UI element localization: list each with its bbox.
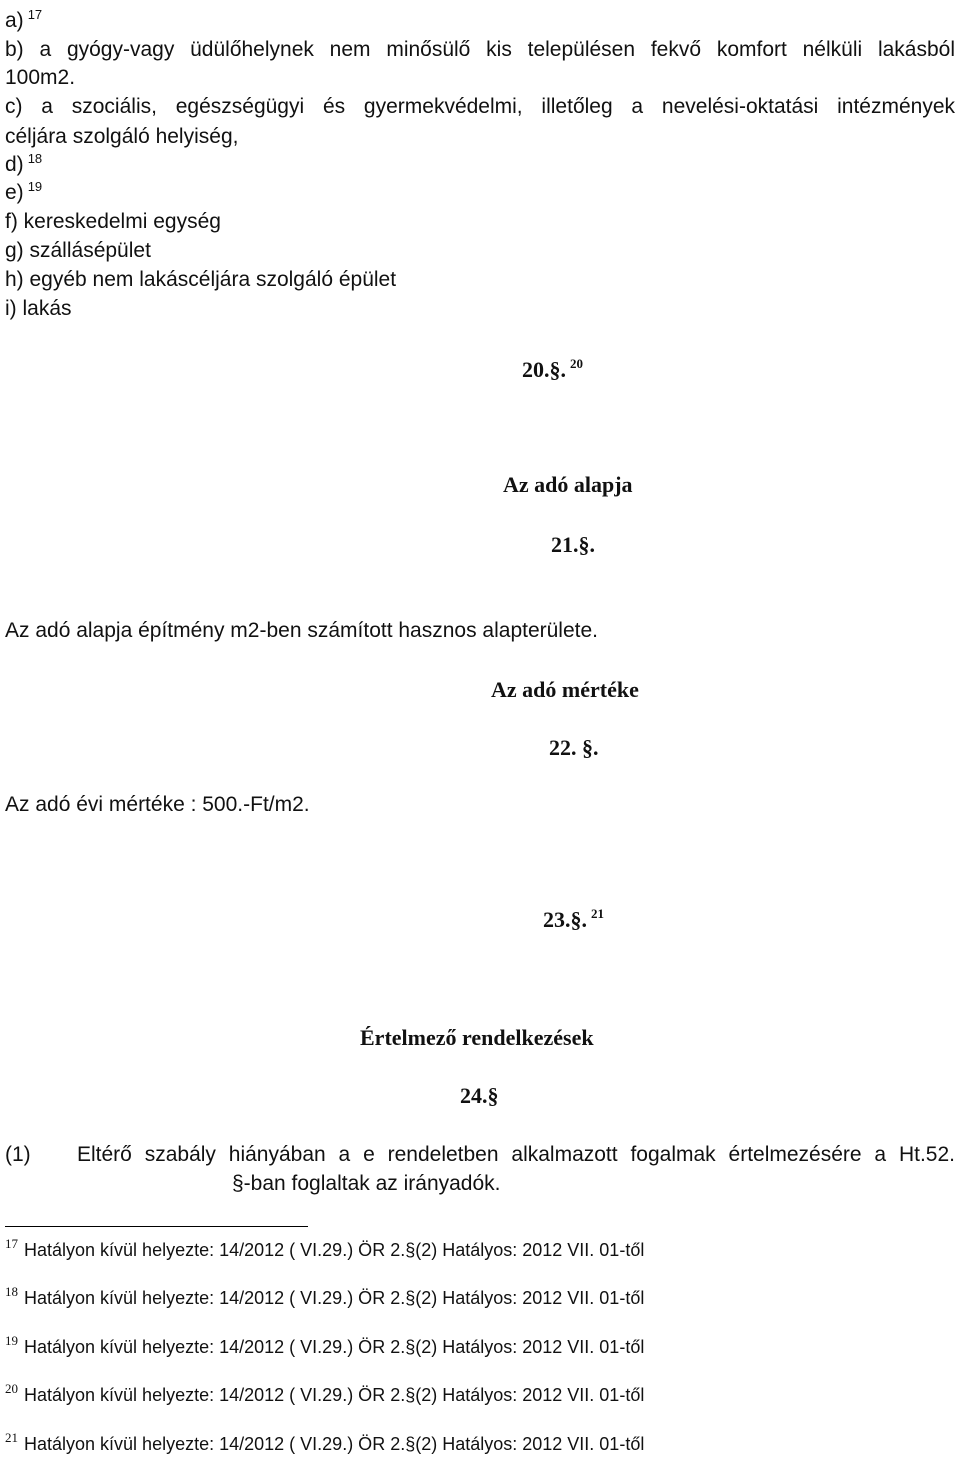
footnote-ref[interactable]: 17 xyxy=(27,7,43,22)
footnote-ref[interactable]: 21 xyxy=(591,906,604,921)
list-item-g: g) szállásépület xyxy=(5,239,151,262)
list-item-c-line1: c) a szociális, egészségügyi és gyermekvédelmi, illetőleg a nevelési-oktatási intézmények xyxy=(5,95,955,118)
footnote-21: $^{21}$ Hatályon kívül helyezte: 14/2012 ( VI.29.) ÖR 2.§(2) Hatályos: 2012 VII. 01-től xyxy=(5,1430,645,1454)
paragraph-line2: §-ban foglaltak az irányadók. xyxy=(232,1172,501,1195)
footnote-18: $^{18}$ Hatályon kívül helyezte: 14/2012 ( VI.29.) ÖR 2.§(2) Hatályos: 2012 VII. 01-től xyxy=(5,1284,645,1308)
section-21-text: Az adó alapja építmény m2-ben számított hasznos alapterülete. xyxy=(5,619,599,642)
footnote-ref[interactable]: 18 xyxy=(27,151,43,166)
section-23-heading: 23.§. $^{21}$ xyxy=(543,906,604,932)
section-title-ado-merteke: Az adó mértéke xyxy=(491,677,639,702)
list-item-c-line2: céljára szolgáló helyiség, xyxy=(5,125,239,148)
list-item-d: d) $^{18}$ xyxy=(5,151,43,176)
section-24-heading: 24.§ xyxy=(460,1083,499,1108)
list-item-h: h) egyéb nem lakáscéljára szolgáló épület xyxy=(5,268,397,291)
list-item-a: a) $^{17}$ xyxy=(5,7,43,32)
footnote-separator xyxy=(5,1226,308,1227)
section-21-heading: 21.§. xyxy=(551,532,595,557)
section-title-ertelmezo: Értelmező rendelkezések xyxy=(360,1025,594,1050)
paragraph-number: (1) xyxy=(5,1143,31,1166)
footnote-ref[interactable]: 20 xyxy=(570,356,583,371)
list-item-b-line2: 100m2. xyxy=(5,66,76,89)
list-item-f: f) kereskedelmi egység xyxy=(5,210,221,233)
section-22-text: Az adó évi mértéke : 500.-Ft/m2. xyxy=(5,793,310,816)
list-item-i: i) lakás xyxy=(5,297,72,320)
list-item-b-line1: b) a gyógy-vagy üdülőhelynek nem minősülő kis településen fekvő komfort nélküli lakásból xyxy=(5,38,955,61)
list-item-e: e) $^{19}$ xyxy=(5,179,43,204)
section-22-heading: 22. §. xyxy=(549,735,599,760)
footnote-17: $^{17}$ Hatályon kívül helyezte: 14/2012 ( VI.29.) ÖR 2.§(2) Hatályos: 2012 VII. 01-től xyxy=(5,1236,645,1260)
section-title-ado-alapja: Az adó alapja xyxy=(503,472,633,497)
footnote-20: $^{20}$ Hatályon kívül helyezte: 14/2012 ( VI.29.) ÖR 2.§(2) Hatályos: 2012 VII. 01-től xyxy=(5,1381,645,1405)
footnote-ref[interactable]: 19 xyxy=(27,179,43,194)
paragraph-line1: Eltérő szabály hiányában a e rendeletben alkalmazott fogalmak értelmezésére a Ht.52. xyxy=(77,1143,955,1166)
section-20-heading: 20.§. $^{20}$ xyxy=(522,356,583,382)
footnote-19: $^{19}$ Hatályon kívül helyezte: 14/2012 ( VI.29.) ÖR 2.§(2) Hatályos: 2012 VII. 01-től xyxy=(5,1333,645,1357)
